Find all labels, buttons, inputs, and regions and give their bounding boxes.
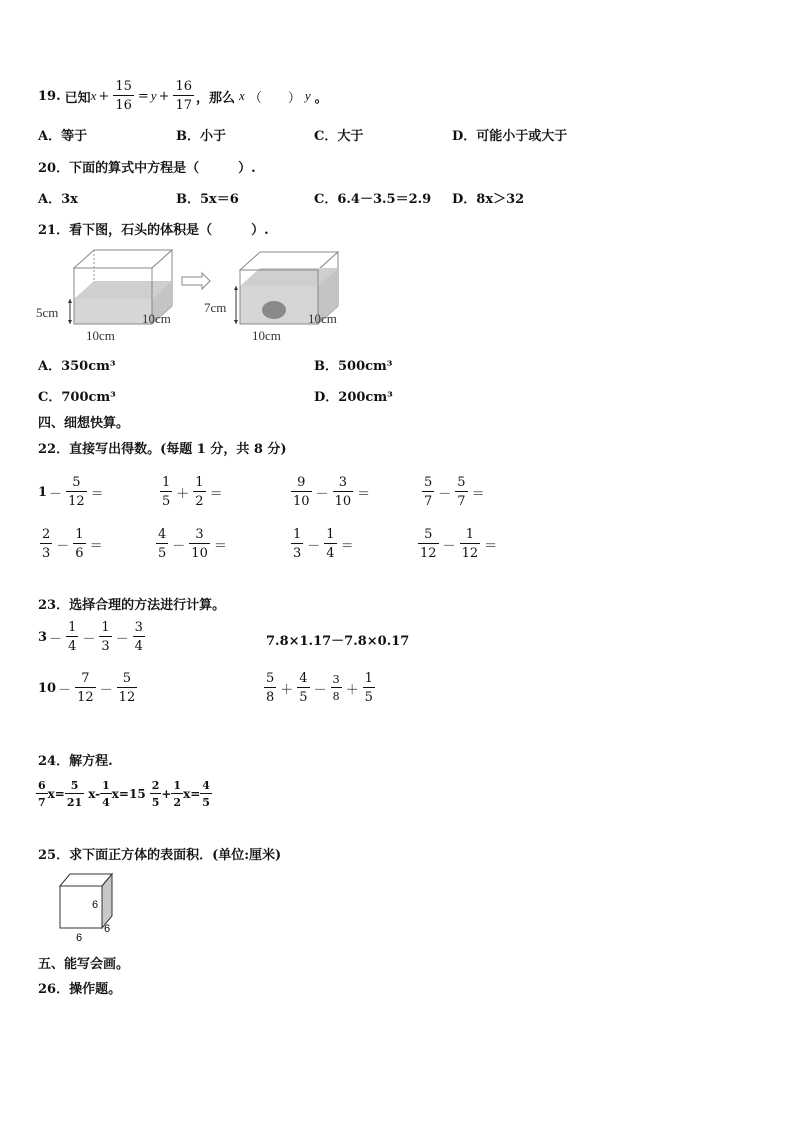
q21-figure xyxy=(36,244,366,344)
q22-expr-4 xyxy=(420,472,487,512)
q22-expr-7 xyxy=(289,524,356,564)
minus-sign: － xyxy=(99,682,113,698)
fraction xyxy=(73,528,85,560)
plus-sign: + xyxy=(161,787,172,801)
minus-sign: － xyxy=(313,682,327,698)
fraction xyxy=(422,476,434,508)
denominator: 12 xyxy=(461,546,479,561)
equation-text: x= xyxy=(47,787,65,801)
denominator: 8 xyxy=(266,690,275,705)
option-text: 700cm³ xyxy=(61,390,116,405)
q21-option-d xyxy=(314,386,393,405)
fraction xyxy=(331,674,342,702)
q21-option-a xyxy=(38,355,116,374)
fraction xyxy=(99,621,111,653)
equation-text: x=15 xyxy=(111,787,146,801)
fraction xyxy=(193,476,205,508)
option-letter: C． xyxy=(38,390,62,405)
fraction xyxy=(36,780,48,808)
q19-blank: （ ） xyxy=(248,90,301,106)
option-letter: B． xyxy=(176,192,200,207)
option-letter: B． xyxy=(314,359,338,374)
q20-option-a xyxy=(38,188,78,207)
numerator: 1 xyxy=(326,527,335,542)
fraction xyxy=(66,476,87,508)
q23-expr-1 xyxy=(38,617,147,657)
option-letter: C． xyxy=(314,192,338,207)
minus-sign: － xyxy=(49,631,63,647)
numerator: 1 xyxy=(68,620,77,635)
q19-y: y xyxy=(150,88,157,103)
denominator: 3 xyxy=(101,639,110,654)
q22-expr-8 xyxy=(416,524,499,564)
fraction xyxy=(171,780,183,808)
denominator: 5 xyxy=(364,690,373,705)
q20-title: 20．下面的算式中方程是（ ）. xyxy=(38,161,256,176)
denominator: 12 xyxy=(77,690,94,705)
denominator: 12 xyxy=(420,546,437,561)
integer: 1 xyxy=(38,484,48,500)
q21-option-c xyxy=(38,386,116,405)
q20-option-d xyxy=(452,188,524,207)
q19-x-2: x xyxy=(239,88,245,103)
numerator: 5 xyxy=(457,475,466,490)
denominator: 5 xyxy=(202,796,210,809)
equals-sign: ＝ xyxy=(340,538,354,554)
option-text: 8x＞32 xyxy=(476,192,525,207)
minus-sign: － xyxy=(115,631,129,647)
q19-y-2: y xyxy=(304,88,311,103)
q21-title: 21．看下图，石头的体积是（ ）. xyxy=(38,223,269,238)
denominator: 2 xyxy=(195,494,204,509)
fraction xyxy=(264,672,276,704)
denominator: 4 xyxy=(102,796,110,809)
option-text: 小于 xyxy=(200,129,227,144)
left-width-label: 10cm xyxy=(86,328,115,343)
denominator: 2 xyxy=(173,796,182,809)
denominator: 3 xyxy=(42,546,51,561)
denominator: 10 xyxy=(334,494,352,509)
q24-equations xyxy=(36,776,212,812)
equals-sign: ＝ xyxy=(209,486,223,502)
q19-fraction-2 xyxy=(173,80,194,112)
q24-title: 24．解方程. xyxy=(38,754,113,769)
denominator: 3 xyxy=(293,546,302,561)
q26-title: 26．操作题。 xyxy=(38,982,122,997)
numerator: 1 xyxy=(162,475,171,490)
q23-expr-4 xyxy=(262,668,377,708)
q19-plus-2: + xyxy=(158,88,170,104)
integer: 3 xyxy=(38,629,48,645)
minus-sign: － xyxy=(442,538,456,554)
denominator: 4 xyxy=(326,546,335,561)
denominator: 6 xyxy=(75,546,84,561)
numerator: 15 xyxy=(115,79,132,94)
equation-text: x- xyxy=(88,787,101,801)
fraction xyxy=(297,672,309,704)
numerator: 4 xyxy=(158,527,167,542)
equation-text: x= xyxy=(183,787,201,801)
fraction xyxy=(117,672,138,704)
fraction xyxy=(291,476,312,508)
q23-expr-2: 7.8×1.17－7.8×0.17 xyxy=(266,634,410,649)
minus-sign: － xyxy=(82,631,96,647)
option-letter: D． xyxy=(452,129,477,144)
numerator: 4 xyxy=(299,671,308,686)
fraction xyxy=(40,528,52,560)
option-letter: B． xyxy=(176,129,200,144)
fraction xyxy=(66,621,78,653)
option-letter: A． xyxy=(38,192,62,207)
numerator: 5 xyxy=(66,476,87,492)
numerator: 3 xyxy=(189,528,210,544)
denominator: 16 xyxy=(115,98,132,113)
option-letter: D． xyxy=(314,390,339,405)
equals-sign: ＝ xyxy=(90,486,104,502)
left-height-label: 5cm xyxy=(36,305,59,320)
q23-title: 23．选择合理的方法进行计算。 xyxy=(38,598,226,613)
section-5-heading: 五、能写会画。 xyxy=(38,957,130,972)
numerator: 6 xyxy=(38,779,46,792)
minus-sign: － xyxy=(172,538,186,554)
option-letter: C． xyxy=(314,129,338,144)
denominator: 17 xyxy=(175,98,193,113)
fraction xyxy=(133,621,145,653)
option-text: 可能小于或大于 xyxy=(476,129,568,144)
left-container xyxy=(36,250,172,343)
fraction xyxy=(156,528,168,560)
equals-sign: ＝ xyxy=(471,486,485,502)
denominator: 7 xyxy=(424,494,433,509)
fraction xyxy=(189,528,210,560)
numerator: 3 xyxy=(333,476,354,492)
q25-cube-figure xyxy=(52,870,122,946)
denominator: 8 xyxy=(332,690,340,703)
minus-sign: － xyxy=(438,486,452,502)
equals-sign: ＝ xyxy=(213,538,227,554)
denominator: 5 xyxy=(299,690,308,705)
minus-sign: － xyxy=(56,538,70,554)
minus-sign: － xyxy=(307,538,321,554)
denominator: 12 xyxy=(68,494,85,509)
numerator: 9 xyxy=(291,476,312,492)
equals-sign: ＝ xyxy=(89,538,103,554)
q19-equals: = xyxy=(137,88,149,104)
numerator: 2 xyxy=(42,527,51,542)
q19-option-a xyxy=(38,125,87,144)
q19-mid: ，那么 xyxy=(196,90,236,106)
numerator: 4 xyxy=(202,779,210,792)
numerator: 1 xyxy=(173,779,182,792)
numerator: 5 xyxy=(418,528,439,544)
option-text: 5x＝6 xyxy=(200,192,239,207)
q19-plus: + xyxy=(98,88,110,104)
numerator: 1 xyxy=(460,528,481,544)
minus-sign: － xyxy=(49,486,63,502)
numerator: 7 xyxy=(75,672,96,688)
right-container xyxy=(204,252,338,343)
q19-end: 。 xyxy=(314,90,328,106)
denominator: 12 xyxy=(118,690,136,705)
q19-option-b xyxy=(176,125,226,144)
q19-stem xyxy=(38,78,328,114)
numerator: 5 xyxy=(65,780,84,794)
numerator: 5 xyxy=(117,672,138,688)
numerator: 3 xyxy=(134,620,143,635)
right-depth-label: 10cm xyxy=(308,311,337,326)
numerator: 5 xyxy=(424,475,433,490)
minus-sign: － xyxy=(315,486,329,502)
fraction xyxy=(333,476,354,508)
option-letter: A． xyxy=(38,129,62,144)
arrow-right-icon xyxy=(182,273,210,289)
right-width-label: 10cm xyxy=(252,328,281,343)
fraction xyxy=(150,780,162,808)
option-text: 大于 xyxy=(337,129,364,144)
option-text: 350cm³ xyxy=(61,359,116,374)
plus-sign: ＋ xyxy=(345,682,359,698)
fraction xyxy=(75,672,96,704)
right-height-label: 7cm xyxy=(204,300,227,315)
denominator: 10 xyxy=(293,494,310,509)
numerator: 1 xyxy=(195,475,204,490)
q19-prefix: 已知 xyxy=(64,90,91,106)
plus-sign: ＋ xyxy=(176,486,190,502)
numerator: 5 xyxy=(266,671,275,686)
numerator: 1 xyxy=(364,671,373,686)
denominator: 10 xyxy=(191,546,208,561)
q22-expr-1 xyxy=(38,472,106,512)
q22-expr-2 xyxy=(158,472,225,512)
numerator: 1 xyxy=(75,527,84,542)
q22-expr-3 xyxy=(289,472,372,512)
equals-sign: ＝ xyxy=(357,486,371,502)
q19-option-d xyxy=(452,125,567,144)
q23-expr-3 xyxy=(38,668,139,708)
q21-option-b xyxy=(314,355,393,374)
q19-x: x xyxy=(90,88,97,103)
section-4-heading: 四、细想快算。 xyxy=(38,416,130,431)
numerator: 1 xyxy=(293,527,302,542)
option-letter: A． xyxy=(38,359,62,374)
numerator: 1 xyxy=(102,779,110,792)
denominator: 21 xyxy=(66,796,83,809)
fraction xyxy=(160,476,172,508)
denominator: 5 xyxy=(151,796,160,809)
fraction xyxy=(418,528,439,560)
q20-option-b xyxy=(176,188,239,207)
fraction xyxy=(65,780,84,808)
fraction xyxy=(455,476,467,508)
denominator: 7 xyxy=(38,796,46,809)
denominator: 4 xyxy=(134,639,143,654)
option-letter: D． xyxy=(452,192,477,207)
denominator: 4 xyxy=(68,639,77,654)
q22-title: 22．直接写出得数。(每题 1 分，共 8 分) xyxy=(38,442,287,457)
cube-bottom-label: 6 xyxy=(76,932,83,944)
q22-expr-5 xyxy=(38,524,105,564)
fraction xyxy=(460,528,481,560)
option-text: 等于 xyxy=(61,129,88,144)
numerator: 16 xyxy=(175,79,193,94)
option-text: 200cm³ xyxy=(338,390,393,405)
q22-expr-6 xyxy=(154,524,229,564)
cube-side-label: 6 xyxy=(104,923,111,935)
option-text: 500cm³ xyxy=(338,359,393,374)
option-text: 3x xyxy=(61,192,78,207)
fraction xyxy=(291,528,303,560)
q25-title: 25．求下面正方体的表面积．(单位:厘米) xyxy=(38,848,282,863)
denominator: 5 xyxy=(158,546,167,561)
integer: 10 xyxy=(38,680,57,696)
numerator: 2 xyxy=(151,779,160,792)
q19-number: 19. xyxy=(38,88,61,104)
q19-option-c xyxy=(314,125,363,144)
q20-option-c xyxy=(314,188,431,207)
left-water-front xyxy=(74,299,152,324)
numerator: 1 xyxy=(101,620,110,635)
cube-front-label: 6 xyxy=(92,899,99,911)
q19-fraction-1 xyxy=(113,80,134,112)
denominator: 5 xyxy=(162,494,171,509)
fraction xyxy=(324,528,336,560)
numerator: 3 xyxy=(332,673,340,686)
fraction xyxy=(363,672,375,704)
left-depth-label: 10cm xyxy=(142,311,171,326)
stone-icon xyxy=(262,301,286,319)
fraction xyxy=(200,780,212,808)
option-text: 6.4－3.5＝2.9 xyxy=(337,192,432,207)
equals-sign: ＝ xyxy=(484,538,498,554)
minus-sign: － xyxy=(58,682,72,698)
fraction xyxy=(100,780,112,808)
plus-sign: ＋ xyxy=(280,682,294,698)
denominator: 7 xyxy=(457,494,466,509)
